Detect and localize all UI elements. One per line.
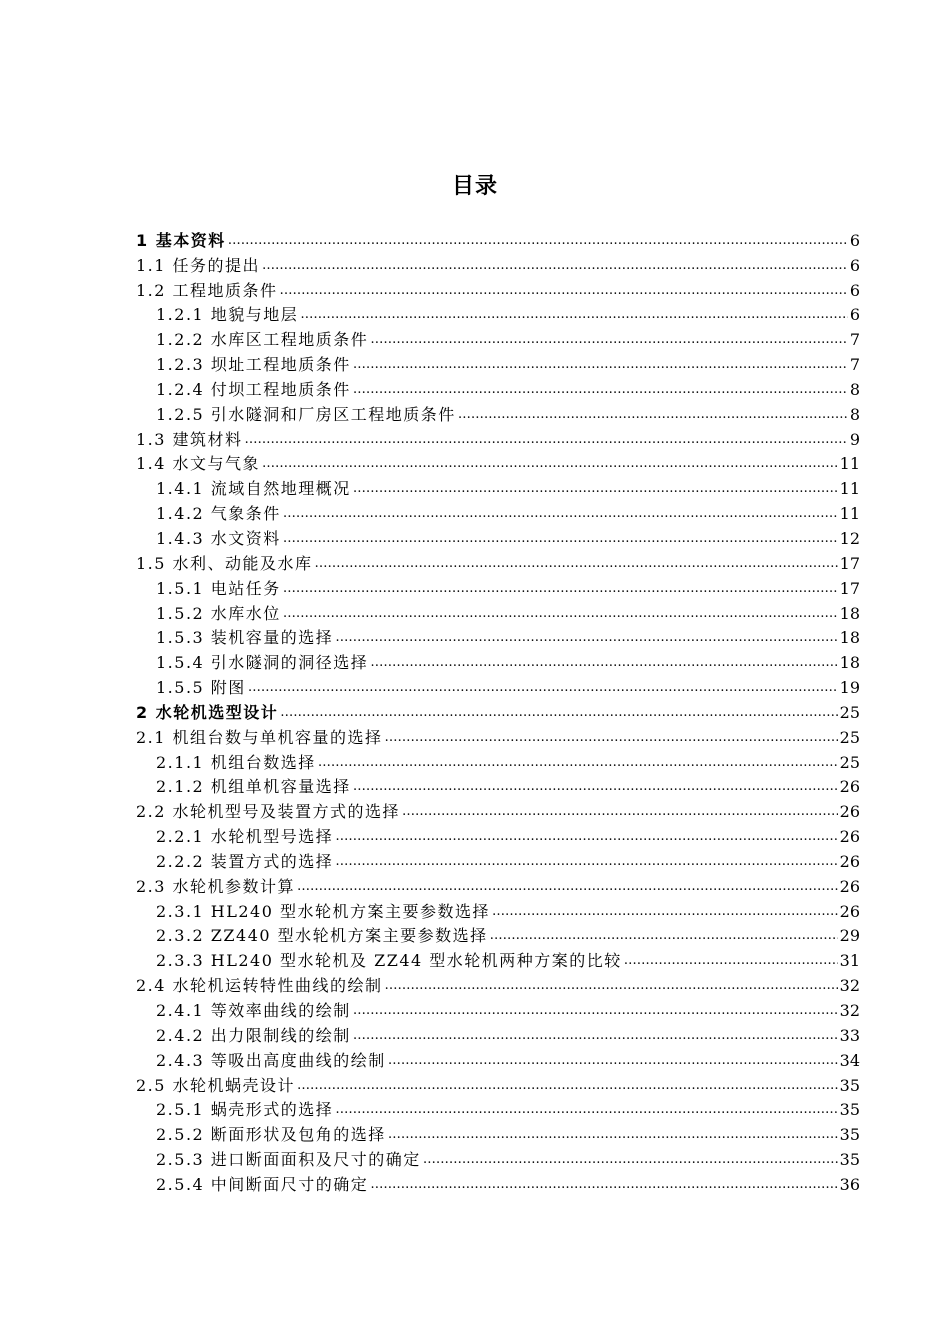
toc-entry[interactable] — [136, 773, 860, 798]
toc-entry[interactable] — [136, 971, 860, 996]
toc-dot-leader — [283, 504, 838, 524]
toc-entry[interactable] — [136, 375, 860, 400]
toc-entry[interactable] — [136, 698, 860, 723]
toc-dot-leader — [280, 703, 837, 723]
toc-entry-title: 1.5.3 装机容量的选择 — [156, 628, 334, 648]
toc-entry-title: 1 基本资料 — [136, 230, 226, 250]
toc-entry-title: 1.2.3 坝址工程地质条件 — [156, 355, 351, 375]
toc-page-number: 26 — [839, 827, 860, 847]
toc-page-number: 29 — [839, 926, 860, 946]
toc-entry-title: 2 水轮机选型设计 — [136, 702, 279, 722]
toc-page-number: 35 — [839, 1100, 860, 1120]
toc-dot-leader — [280, 281, 848, 301]
toc-entry[interactable] — [136, 400, 860, 425]
toc-entry[interactable] — [136, 301, 860, 326]
toc-entry-title: 1.1 任务的提出 — [136, 255, 261, 275]
toc-page-number: 6 — [849, 280, 860, 300]
toc-page-number: 18 — [839, 628, 860, 648]
toc-dot-leader — [297, 877, 838, 897]
page-title: 目录 — [451, 174, 498, 199]
toc-dot-leader — [370, 330, 848, 350]
toc-dot-leader — [490, 926, 838, 946]
toc-entry[interactable] — [136, 524, 860, 549]
toc-entry-title: 2.1 机组台数与单机容量的选择 — [136, 727, 383, 747]
toc-page-number: 18 — [839, 603, 860, 623]
toc-page-number: 7 — [849, 330, 860, 350]
toc-entry[interactable] — [136, 624, 860, 649]
toc-entry-title: 2.1.1 机组台数选择 — [156, 752, 316, 772]
toc-dot-leader — [335, 827, 837, 847]
toc-entry[interactable] — [136, 996, 860, 1021]
toc-page-number: 25 — [839, 727, 860, 747]
toc-entry[interactable] — [136, 474, 860, 499]
toc-page-number: 11 — [839, 479, 860, 499]
toc-entry-title: 1.2.4 付坝工程地质条件 — [156, 379, 351, 399]
toc-dot-leader — [315, 554, 838, 574]
toc-page-number: 7 — [849, 355, 860, 375]
toc-dot-leader — [423, 1150, 838, 1170]
toc-entry[interactable] — [136, 797, 860, 822]
toc-entry-title: 2.5.4 中间断面尺寸的确定 — [156, 1174, 369, 1194]
toc-page-number: 34 — [839, 1050, 860, 1070]
toc-entry[interactable] — [136, 276, 860, 301]
toc-entry[interactable] — [136, 822, 860, 847]
toc-entry-title: 1.4.1 流域自然地理概况 — [156, 479, 351, 499]
toc-entry-title: 2.2 水轮机型号及装置方式的选择 — [136, 802, 401, 822]
toc-page-number: 32 — [839, 1001, 860, 1020]
toc-entry-title: 2.5 水轮机蜗壳设计 — [136, 1075, 296, 1095]
toc-entry[interactable] — [136, 499, 860, 524]
toc-page-number: 25 — [839, 752, 860, 772]
toc-entry[interactable] — [136, 1120, 860, 1145]
toc-entry-title: 2.5.2 断面形状及包角的选择 — [156, 1125, 386, 1145]
toc-page-number: 17 — [839, 553, 860, 573]
toc-entry-title: 1.3 建筑材料 — [136, 429, 243, 449]
toc-entry-title: 2.3 水轮机参数计算 — [136, 876, 296, 896]
toc-entry[interactable] — [136, 648, 860, 673]
toc-page-number: 26 — [839, 851, 860, 871]
toc-entry[interactable] — [136, 251, 860, 276]
toc-page-number: 11 — [839, 504, 860, 524]
toc-dot-leader — [353, 1001, 838, 1021]
toc-entry-title: 1.5.1 电站任务 — [156, 578, 281, 598]
toc-dot-leader — [370, 653, 837, 673]
toc-dot-leader — [300, 305, 848, 325]
toc-entry-title: 2.2.1 水轮机型号选择 — [156, 827, 334, 847]
toc-dot-leader — [283, 604, 838, 624]
toc-entry-title: 1.5 水利、动能及水库 — [136, 553, 313, 573]
toc-dot-leader — [297, 1076, 838, 1096]
toc-entry-title: 2.2.2 装置方式的选择 — [156, 851, 334, 871]
toc-dot-leader — [335, 1100, 837, 1120]
toc-entry-title: 2.5.3 进口断面面积及尺寸的确定 — [156, 1150, 421, 1170]
toc-entry[interactable] — [136, 1046, 860, 1071]
toc-entry-title: 2.5.1 蜗壳形式的选择 — [156, 1100, 334, 1120]
toc-page-number: 35 — [839, 1125, 860, 1145]
toc-page-number: 12 — [839, 528, 860, 548]
toc-dot-leader — [385, 976, 838, 996]
toc-entry[interactable] — [136, 1096, 860, 1121]
toc-entry[interactable] — [136, 847, 860, 872]
toc-entry[interactable] — [136, 574, 860, 599]
toc-entry[interactable] — [136, 1170, 860, 1195]
toc-dot-leader — [228, 231, 848, 251]
toc-page-number: 17 — [839, 578, 860, 598]
toc-page-number: 35 — [839, 1075, 860, 1095]
toc-entry[interactable] — [136, 946, 860, 971]
toc-page-number: 18 — [839, 653, 860, 673]
toc-dot-leader — [385, 728, 838, 748]
toc-entry-title: 1.4 水文与气象 — [136, 454, 261, 474]
toc-page-number: 9 — [849, 429, 860, 449]
toc-entry[interactable] — [136, 673, 860, 698]
toc-entry-title: 2.4.3 等吸出高度曲线的绘制 — [156, 1050, 386, 1070]
toc-entry-title: 2.4 水轮机运转特性曲线的绘制 — [136, 976, 383, 996]
toc-entry[interactable] — [136, 1021, 860, 1046]
toc-entry-title: 2.3.3 HL240 型水轮机及 ZZ44 型水轮机两种方案的比较 — [156, 951, 622, 971]
toc-page-number: 11 — [839, 454, 860, 474]
toc-page-number: 25 — [839, 702, 860, 722]
toc-entry-title: 1.5.4 引水隧洞的洞径选择 — [156, 653, 369, 673]
toc-dot-leader — [624, 951, 838, 971]
toc-entry-title: 2.4.1 等效率曲线的绘制 — [156, 1001, 351, 1020]
toc-dot-leader — [318, 753, 838, 773]
toc-page-number: 26 — [839, 901, 860, 921]
toc-entry-title: 1.2 工程地质条件 — [136, 280, 278, 300]
toc-dot-leader — [262, 454, 838, 474]
toc-entry-title: 1.4.2 气象条件 — [156, 504, 281, 524]
toc-page-number: 6 — [849, 255, 860, 275]
toc-dot-leader — [492, 902, 838, 922]
table-of-contents — [136, 226, 860, 1195]
toc-dot-leader — [335, 852, 837, 872]
toc-dot-leader — [283, 529, 838, 549]
toc-page-number: 8 — [849, 379, 860, 399]
toc-entry[interactable] — [136, 425, 860, 450]
toc-entry-title: 1.5.2 水库水位 — [156, 603, 281, 623]
toc-entry[interactable] — [136, 723, 860, 748]
toc-dot-leader — [388, 1051, 838, 1071]
toc-entry-title: 2.3.2 ZZ440 型水轮机方案主要参数选择 — [156, 926, 488, 946]
toc-page-number: 19 — [839, 678, 860, 698]
toc-page-number: 32 — [839, 976, 860, 996]
toc-entry[interactable] — [136, 1071, 860, 1096]
toc-entry[interactable] — [136, 897, 860, 922]
toc-entry[interactable] — [136, 922, 860, 947]
toc-entry-title: 1.5.5 附图 — [156, 678, 246, 698]
toc-dot-leader — [248, 678, 838, 698]
toc-entry[interactable] — [136, 226, 860, 251]
toc-dot-leader — [353, 777, 838, 797]
toc-dot-leader — [335, 628, 837, 648]
toc-entry-title: 2.1.2 机组单机容量选择 — [156, 777, 351, 797]
toc-page-number: 6 — [849, 305, 860, 325]
toc-entry-title: 1.2.2 水库区工程地质条件 — [156, 330, 369, 350]
toc-entry-title: 2.3.1 HL240 型水轮机方案主要参数选择 — [156, 901, 491, 921]
toc-dot-leader — [353, 1026, 838, 1046]
toc-entry[interactable] — [136, 549, 860, 574]
toc-entry-title: 1.2.1 地貌与地层 — [156, 305, 299, 325]
toc-entry[interactable] — [136, 325, 860, 350]
toc-page-number: 6 — [849, 230, 860, 250]
toc-entry[interactable] — [136, 748, 860, 773]
toc-page-number: 26 — [839, 876, 860, 896]
toc-dot-leader — [283, 579, 838, 599]
toc-dot-leader — [262, 256, 848, 276]
toc-entry[interactable] — [136, 450, 860, 475]
toc-page-number: 8 — [849, 404, 860, 424]
toc-dot-leader — [402, 802, 838, 822]
toc-dot-leader — [353, 479, 838, 499]
toc-page-number: 36 — [839, 1174, 860, 1194]
toc-dot-leader — [458, 405, 848, 425]
toc-dot-leader — [353, 380, 848, 400]
toc-page-number: 33 — [839, 1025, 860, 1045]
toc-entry-title: 1.2.5 引水隧洞和厂房区工程地质条件 — [156, 404, 456, 424]
toc-page-number: 35 — [839, 1150, 860, 1170]
toc-entry[interactable] — [136, 350, 860, 375]
toc-entry[interactable] — [136, 599, 860, 624]
toc-page-number: 31 — [839, 951, 860, 971]
toc-page-number: 26 — [839, 802, 860, 822]
toc-dot-leader — [388, 1125, 838, 1145]
toc-entry-title: 2.4.2 出力限制线的绘制 — [156, 1025, 351, 1045]
toc-entry-title: 1.4.3 水文资料 — [156, 528, 281, 548]
toc-entry[interactable] — [136, 1145, 860, 1170]
toc-dot-leader — [245, 430, 848, 450]
toc-dot-leader — [353, 355, 848, 375]
toc-page-number: 26 — [839, 777, 860, 797]
toc-entry[interactable] — [136, 872, 860, 897]
toc-dot-leader — [370, 1175, 837, 1195]
